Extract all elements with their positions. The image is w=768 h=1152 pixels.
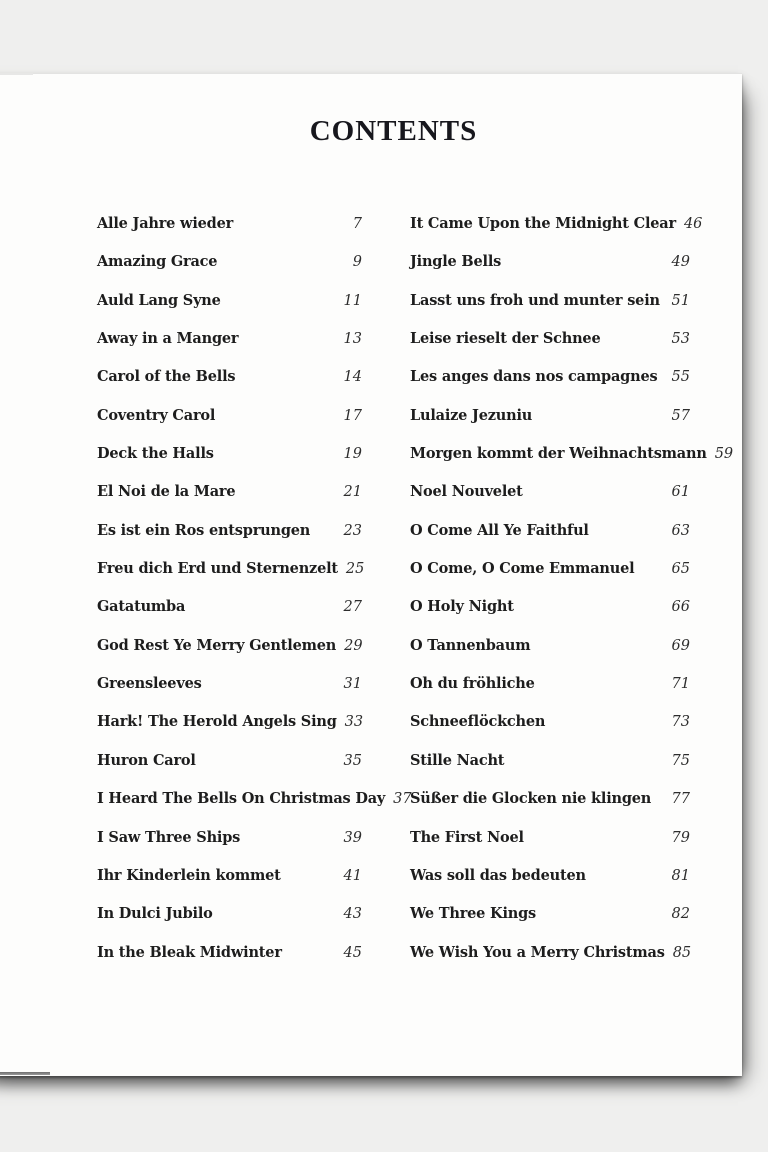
toc-entry [97, 866, 362, 904]
page-number: 11 [343, 292, 362, 309]
page-number: 45 [343, 944, 362, 961]
song-title: Lulaize Jezuniu [410, 406, 533, 424]
page-title: CONTENTS [309, 115, 478, 147]
page-number: 49 [671, 254, 690, 271]
page-number: 71 [671, 676, 690, 693]
toc-entry [97, 559, 365, 597]
page-number: 59 [714, 446, 734, 463]
song-title: Huron Carol [97, 751, 196, 769]
toc-entry [410, 444, 734, 482]
page-number: 7 [352, 216, 362, 232]
page-number: 9 [352, 254, 362, 271]
toc-entry [97, 444, 362, 482]
page-number: 69 [671, 637, 690, 654]
toc-entry [97, 904, 362, 942]
page-number: 29 [344, 637, 363, 654]
toc-entry [410, 789, 690, 827]
book-page [0, 73, 742, 1076]
toc-entry [410, 943, 690, 981]
toc-entry [410, 904, 690, 942]
toc-entry [97, 636, 362, 674]
page-number: 55 [671, 369, 690, 386]
toc-entry [97, 252, 362, 290]
song-title: We Wish You a Merry Christmas [410, 943, 665, 961]
under-page-edge-top [0, 73, 33, 75]
page-number: 33 [344, 714, 364, 731]
page-number: 65 [671, 561, 690, 578]
toc-entry [97, 674, 362, 712]
song-title: Morgen kommt der Weihnachtsmann [410, 445, 707, 463]
song-title: It Came Upon the Midnight Clear [410, 215, 676, 232]
toc-entry [410, 521, 690, 559]
toc-entry [97, 329, 362, 367]
song-title: Noel Nouvelet [410, 483, 523, 501]
song-title: Jingle Bells [410, 253, 502, 271]
toc-entry [97, 828, 362, 866]
toc-entry [410, 828, 690, 866]
table-of-contents [97, 214, 734, 981]
toc-entry [97, 367, 362, 405]
song-title: Ihr Kinderlein kommet [97, 866, 281, 884]
page-number: 75 [671, 752, 690, 769]
song-title: Alle Jahre wieder [97, 215, 234, 232]
song-title: I Heard The Bells On Christmas Day [97, 790, 386, 808]
page-number: 63 [671, 522, 690, 539]
song-title: Amazing Grace [97, 253, 218, 271]
song-title: Away in a Manger [97, 330, 239, 348]
toc-entry [410, 866, 690, 904]
song-title: God Rest Ye Merry Gentlemen [97, 636, 337, 654]
song-title: Was soll das bedeuten [410, 866, 586, 884]
toc-entry [410, 751, 690, 789]
page-number: 25 [345, 561, 365, 578]
page-number: 31 [343, 676, 362, 693]
toc-entry [97, 751, 362, 789]
toc-entry [410, 597, 690, 635]
song-title: Oh du fröhliche [410, 675, 535, 693]
toc-entry [97, 482, 362, 520]
page-number: 77 [671, 791, 690, 808]
page-number: 23 [343, 522, 362, 539]
page-number: 81 [671, 867, 690, 884]
song-title: Es ist ein Ros entsprungen [97, 521, 311, 539]
page-number: 21 [343, 484, 362, 501]
song-title: El Noi de la Mare [97, 483, 236, 501]
toc-entry [97, 406, 362, 444]
toc-entry [410, 367, 690, 405]
page-number: 19 [343, 446, 362, 463]
page-number: 53 [671, 331, 690, 348]
toc-entry [410, 559, 690, 597]
toc-entry [410, 636, 690, 674]
toc-entry [97, 789, 412, 827]
toc-entry [97, 597, 362, 635]
song-title: Lasst uns froh und munter sein [410, 291, 660, 309]
page-number: 41 [343, 867, 362, 884]
under-page-edge-bottom [0, 1072, 50, 1075]
song-title: Coventry Carol [97, 406, 216, 424]
page-number: 66 [671, 599, 690, 616]
song-title: Schneeflöckchen [410, 713, 546, 731]
song-title: O Tannenbaum [410, 636, 531, 654]
song-title: Leise rieselt der Schnee [410, 330, 601, 348]
toc-entry [97, 943, 362, 981]
page-number: 51 [671, 292, 690, 309]
page-number: 35 [343, 752, 362, 769]
page-number: 37 [393, 791, 412, 808]
toc-entry [410, 252, 690, 290]
song-title: Hark! The Herold Angels Sing [97, 713, 337, 731]
toc-entry [410, 712, 690, 750]
toc-column-right [410, 214, 734, 981]
toc-entry [410, 406, 690, 444]
toc-column-left [97, 214, 412, 981]
page-number: 13 [343, 331, 362, 348]
song-title: Gatatumba [97, 598, 186, 616]
page-number: 61 [671, 484, 690, 501]
song-title: Freu dich Erd und Sternenzelt [97, 560, 338, 578]
song-title: Auld Lang Syne [97, 291, 221, 309]
song-title: Süßer die Glocken nie klingen [410, 790, 652, 808]
song-title: Stille Nacht [410, 751, 505, 769]
page-number: 39 [343, 829, 362, 846]
song-title: O Holy Night [410, 598, 514, 616]
song-title: O Come All Ye Faithful [410, 521, 589, 539]
page-number: 73 [671, 714, 690, 731]
song-title: In Dulci Jubilo [97, 905, 213, 923]
page-number: 46 [683, 216, 703, 232]
toc-entry [410, 291, 690, 329]
song-title: Deck the Halls [97, 445, 214, 463]
song-title: O Come, O Come Emmanuel [410, 560, 635, 578]
page-number: 57 [671, 407, 690, 424]
page-number: 85 [672, 944, 692, 961]
toc-entry [97, 291, 362, 329]
song-title: Carol of the Bells [97, 368, 236, 386]
toc-entry [410, 214, 703, 252]
toc-entry [410, 329, 690, 367]
toc-entry [97, 214, 362, 252]
song-title: We Three Kings [410, 905, 537, 923]
page-number: 79 [671, 829, 690, 846]
page-number: 43 [343, 906, 362, 923]
page-number: 82 [671, 906, 690, 923]
song-title: I Saw Three Ships [97, 828, 241, 846]
song-title: The First Noel [410, 828, 524, 846]
page-number: 27 [343, 599, 362, 616]
song-title: In the Bleak Midwinter [97, 943, 282, 961]
toc-entry [97, 712, 362, 750]
page-number: 17 [343, 407, 362, 424]
page-number: 14 [343, 369, 362, 386]
song-title: Les anges dans nos campagnes [410, 368, 658, 386]
toc-entry [97, 521, 362, 559]
song-title: Greensleeves [97, 675, 202, 693]
toc-entry [410, 674, 690, 712]
toc-entry [410, 482, 690, 520]
